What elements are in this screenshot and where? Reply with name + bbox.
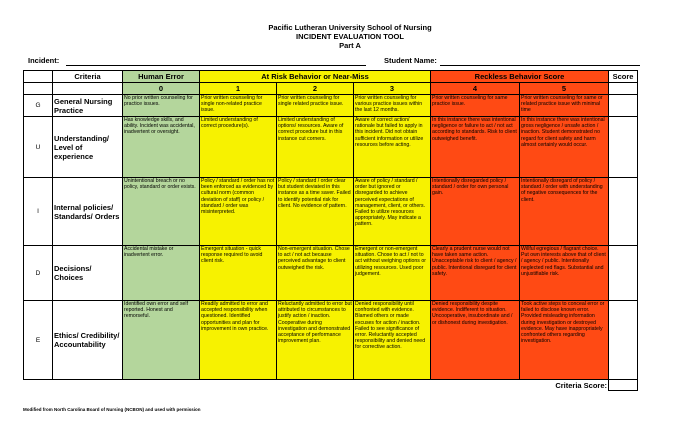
human-error-header: Human Error: [123, 71, 200, 83]
cell-level-0[interactable]: Accidental mistake or inadvertent error.: [123, 246, 200, 301]
student-name-field[interactable]: [440, 65, 640, 66]
cell-level-5[interactable]: Willful egregious / flagrant choice. Put own interests above that of client / agency / public. Intentionally neglected red flags. Substantial and unjustifiable risk.: [520, 246, 609, 301]
criteria-header: Criteria: [53, 71, 123, 83]
score-cell[interactable]: [609, 301, 638, 380]
criteria-label: Ethics/ Credibility/ Accountability: [53, 301, 123, 380]
cell-level-4[interactable]: Intentionally disregarded policy / standard / order for own personal gain.: [431, 178, 520, 246]
cell-level-1[interactable]: Emergent situation - quick response required to avoid client risk.: [200, 246, 277, 301]
cell-level-4[interactable]: Clearly a prudent nurse would not have taken same action. Unacceptable risk to client / agency / public. Intentional disregard for client safety.: [431, 246, 520, 301]
cell-level-0[interactable]: Has knowledge skills, and ability. Incident was accidental, inadvertent or oversight.: [123, 117, 200, 178]
cell-level-5[interactable]: Intentionally disregard of policy / standard / order with understanding of negative consequences for the client.: [520, 178, 609, 246]
blank-level-cell: [24, 83, 53, 95]
cell-level-2[interactable]: Reluctantly admitted to error but attributed to circumstances to justify action / inaction. Cooperative during investigation and demonstrated acceptance of performance improvement plan.: [277, 301, 354, 380]
table-row: [24, 178, 638, 246]
cell-level-4[interactable]: Prior written counseling for same practice issue.: [431, 95, 520, 117]
criteria-label: General Nursing Practice: [53, 95, 123, 117]
criteria-score-row: [24, 380, 638, 391]
level-2: 2: [277, 83, 354, 95]
cell-level-1[interactable]: Prior written counseling for single non-related practice issue.: [200, 95, 277, 117]
criteria-score-label: Criteria Score:: [555, 380, 607, 390]
cell-level-5[interactable]: Took active steps to conceal error or failed to disclose known error. Provided misleading information during investigation or destroyed evidence. May have inappropriately confronted others regarding investigation.: [520, 301, 609, 380]
criteria-label: Internal policies/ Standards/ Orders: [53, 178, 123, 246]
cell-level-3[interactable]: Aware of correct action/ rationale but failed to apply in this incident. Did not obtain sufficient information or utilize resources before acting.: [354, 117, 431, 178]
cell-level-1[interactable]: Policy / standard / order has not been enforced as evidenced by cultural norm (common deviation of staff) or policy / standard / order was misinterpreted.: [200, 178, 277, 246]
at-risk-header: At Risk Behavior or Near-Miss: [200, 71, 431, 83]
row-letter: G: [24, 95, 53, 117]
score-header: Score: [609, 71, 638, 83]
level-5: 5: [520, 83, 609, 95]
row-letter: I: [24, 178, 53, 246]
row-letter: U: [24, 117, 53, 178]
cell-level-2[interactable]: Policy / standard / order clear but student deviated in this instance as a time saver. Failed to identify potential risk for client. No evidence of pattern.: [277, 178, 354, 246]
incident-field[interactable]: [66, 65, 366, 66]
evaluation-table: [23, 70, 638, 391]
criteria-score-total[interactable]: [609, 380, 638, 391]
blank-level-cell: [609, 83, 638, 95]
table-row: [24, 95, 638, 117]
reckless-header: Reckless Behavior Score: [431, 71, 609, 83]
cell-level-5[interactable]: In this instance there was intentional gross negligence / unsafe action / inaction. Student demonstrated no regard for client safety and harm almost certainly would occur.: [520, 117, 609, 178]
level-1: 1: [200, 83, 277, 95]
level-0: 0: [123, 83, 200, 95]
score-cell[interactable]: [609, 246, 638, 301]
footer-note: Modified from North Carolina Board of Nursing (NCBON) and used with permission: [23, 407, 201, 412]
level-3: 3: [354, 83, 431, 95]
cell-level-3[interactable]: Aware of policy / standard / order but ignored or disregarded to achieve perceived expectations of management, client, or others. Failed to utilize resources appropriately. May indicate a pattern.: [354, 178, 431, 246]
incident-label: Incident:: [28, 56, 60, 65]
cell-level-2[interactable]: Limited understanding of options/ resources. Aware of correct procedure but in this instance cut corners.: [277, 117, 354, 178]
cell-level-0[interactable]: No prior written counseling for practice issues.: [123, 95, 200, 117]
score-cell[interactable]: [609, 95, 638, 117]
cell-level-3[interactable]: Emergent or non-emergent situation. Chose to act / not to act without weighing options or utilizing resources. Used poor judgement.: [354, 246, 431, 301]
cell-level-3[interactable]: Prior written counseling for various practice issues within the last 12 months.: [354, 95, 431, 117]
part-title: Part A: [339, 41, 361, 50]
table-row: [24, 246, 638, 301]
cell-level-2[interactable]: Prior written counseling for single related practice issue.: [277, 95, 354, 117]
criteria-label: Understanding/ Level of experience: [53, 117, 123, 178]
cell-level-1[interactable]: Readily admitted to error and accepted responsibility when questioned. Identified opportunities and plan for improvement in own practice.: [200, 301, 277, 380]
student-name-label: Student Name:: [384, 56, 437, 65]
score-cell[interactable]: [609, 117, 638, 178]
cell-level-2[interactable]: Non-emergent situation. Chose to act / not act because perceived advantage to client outweighed the risk.: [277, 246, 354, 301]
table-row: [24, 301, 638, 380]
cell-level-4[interactable]: In this instance there was intentional negligence or failure to act / not act according to standards. Risk to client outweighed benefit.: [431, 117, 520, 178]
row-letter: E: [24, 301, 53, 380]
cell-level-4[interactable]: Denied responsibility despite evidence. Indifferent to situation. Uncooperative, insubordinate and / or dishonest during investigation.: [431, 301, 520, 380]
school-title: Pacific Lutheran University School of Nursing: [268, 23, 432, 32]
cell-level-0[interactable]: Identified own error and self reported. Honest and remorseful.: [123, 301, 200, 380]
table-row: [24, 117, 638, 178]
criteria-label: Decisions/ Choices: [53, 246, 123, 301]
tool-title: INCIDENT EVALUATION TOOL: [296, 32, 404, 41]
level-4: 4: [431, 83, 520, 95]
cell-level-1[interactable]: Limited understanding of correct procedure(s).: [200, 117, 277, 178]
cell-level-0[interactable]: Unintentional breach or no policy, standard or order exists.: [123, 178, 200, 246]
cell-level-5[interactable]: Prior written counseling for same or related practice issue with minimal time: [520, 95, 609, 117]
blank-level-cell: [53, 83, 123, 95]
cell-level-3[interactable]: Denied responsibility until confronted with evidence. Blamed others or made excuses for action / inaction. Failed to see significance of error. Reluctantly accepted responsibility and denied need for corrective action.: [354, 301, 431, 380]
row-letter: D: [24, 246, 53, 301]
score-cell[interactable]: [609, 178, 638, 246]
blank-header: [24, 71, 53, 83]
